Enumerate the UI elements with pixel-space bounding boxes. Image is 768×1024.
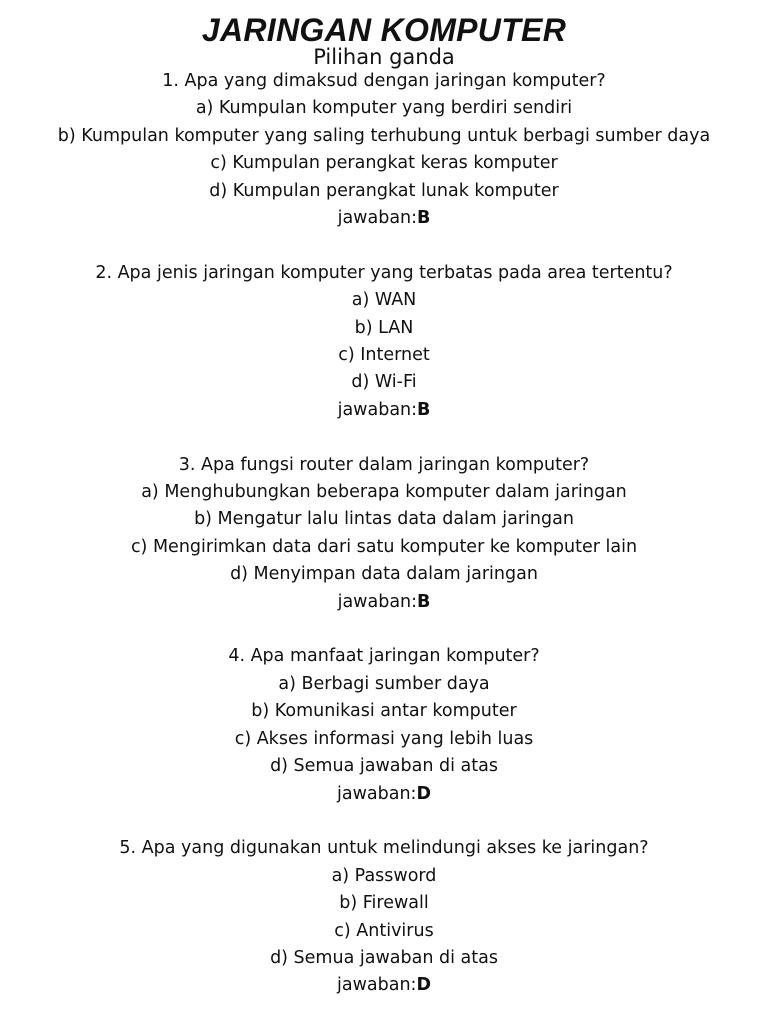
option-a: a) Menghubungkan beberapa komputer dalam jaringan [141, 482, 627, 503]
option-a: a) Berbagi sumber daya [278, 673, 490, 694]
page-title: JARINGAN KOMPUTER [201, 12, 567, 48]
answer-label: jawaban: [337, 208, 418, 229]
answer-line [0, 781, 768, 808]
page-subtitle: Pilihan ganda [313, 45, 455, 69]
option-b: b) Firewall [339, 893, 429, 914]
option-b: b) LAN [354, 317, 414, 338]
option-d: d) Kumpulan perangkat lunak komputer [209, 180, 559, 201]
quiz-list [0, 68, 768, 1000]
answer-value: B [417, 208, 431, 229]
answer-value: B [417, 399, 431, 420]
option-a: a) Kumpulan komputer yang berdiri sendiri [195, 98, 573, 119]
question-block-2 [0, 260, 768, 424]
option-d: d) Semua jawaban di atas [270, 947, 498, 968]
answer-label: jawaban: [337, 783, 417, 804]
option-d: d) Semua jawaban di atas [270, 756, 498, 777]
question-text: 3. Apa fungsi router dalam jaringan komputer? [178, 454, 590, 475]
question-text: 1. Apa yang dimaksud dengan jaringan komputer? [162, 71, 606, 91]
question-text: 4. Apa manfaat jaringan komputer? [228, 646, 540, 667]
option-b: b) Kumpulan komputer yang saling terhubung untuk berbagi sumber daya [57, 125, 711, 146]
option-d: d) Menyimpan data dalam jaringan [230, 564, 538, 585]
option-c: c) Akses informasi yang lebih luas [234, 728, 534, 749]
option-a: a) WAN [351, 290, 417, 311]
option-c: c) Antivirus [334, 920, 434, 941]
option-b: b) Komunikasi antar komputer [251, 701, 517, 722]
option-d: d) Wi-Fi [351, 372, 417, 393]
answer-value: D [416, 783, 431, 804]
question-text: 5. Apa yang digunakan untuk melindungi akses ke jaringan? [119, 838, 649, 859]
question-text: 2. Apa jenis jaringan komputer yang terbatas pada area tertentu? [95, 262, 673, 283]
answer-label: jawaban: [337, 591, 418, 612]
answer-label: jawaban: [337, 975, 417, 996]
question-block-3 [0, 452, 768, 616]
answer-label: jawaban: [337, 399, 418, 420]
question-block-1 [0, 68, 768, 232]
answer-line [0, 397, 768, 424]
answer-value: D [416, 975, 431, 996]
option-c: c) Kumpulan perangkat keras komputer [210, 153, 558, 174]
answer-line [0, 205, 768, 232]
answer-value: B [417, 591, 431, 612]
question-block-4 [0, 643, 768, 807]
answer-line [0, 972, 768, 999]
option-c: c) Internet [338, 345, 430, 366]
option-c: c) Mengirimkan data dari satu komputer ke komputer lain [130, 536, 638, 557]
option-b: b) Mengatur lalu lintas data dalam jaringan [194, 509, 574, 530]
question-block-5 [0, 835, 768, 999]
option-a: a) Password [331, 865, 437, 886]
answer-line [0, 589, 768, 616]
